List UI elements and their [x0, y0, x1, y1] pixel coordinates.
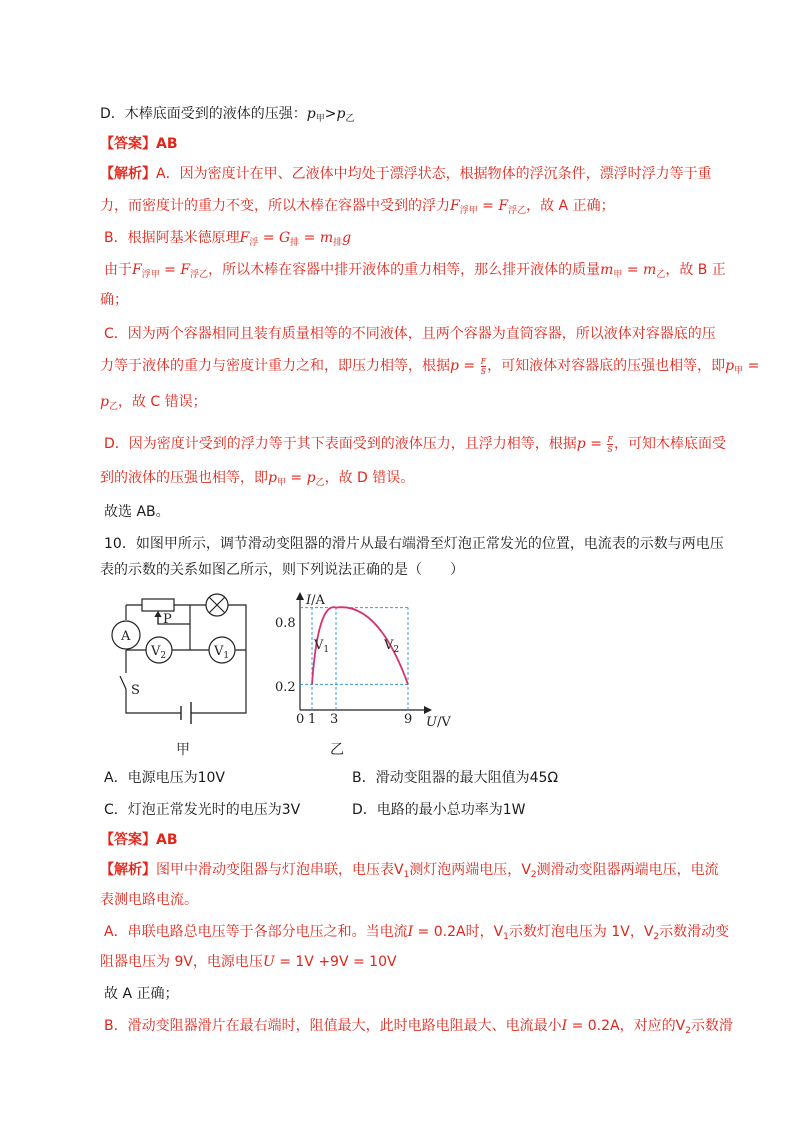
- q10-option-c: C．灯泡正常发光时的电压为3V: [104, 802, 301, 818]
- q10-analysis-a3: 故 A 正确；: [104, 986, 179, 1002]
- x-axis-label: U/V: [426, 715, 451, 730]
- xtick-9: 9: [404, 712, 413, 727]
- series-label-v2: $V_2$: [384, 638, 400, 655]
- slider-arrow: [155, 612, 161, 624]
- battery-symbol: [181, 702, 191, 724]
- q9-answer: 【答案】AB: [100, 136, 178, 152]
- q10-option-b: B．滑动变阻器的最大阻值为45Ω: [352, 770, 559, 786]
- q10-stem-2: 表的示数的关系如图乙所示，则下列说法正确的是（ ）: [100, 562, 464, 578]
- prev-option-d-text: D．木棒底面受到的液体的压强：: [100, 106, 307, 122]
- x-axis-arrow: [424, 706, 432, 714]
- xtick-0: 0: [296, 712, 305, 727]
- q9-analysis-b3: 确；: [100, 292, 128, 308]
- graph-dynamic-layer: [300, 607, 408, 710]
- rheostat-symbol: [142, 599, 174, 611]
- slider-label: P: [163, 612, 172, 627]
- q9-conclusion: 故选 AB。: [104, 504, 170, 520]
- q9-analysis-d2: 到的液体的压强也相等，即$p_甲 = p_乙$，故 D 错误。: [100, 470, 415, 488]
- xtick-1: 1: [308, 712, 317, 727]
- q9-analysis-d1: D．因为密度计受到的浮力等于其下表面受到的液体压力，且浮力相等，根据p = $\frac{F}{S}$ ，可知木棒底面受: [104, 434, 726, 454]
- q9-analysis-a2: 力，而密度计的重力不变，所以木棒在容器中受到的浮力$F_{浮甲} = F_{浮乙}$，故 A 正确；: [100, 198, 615, 216]
- q10-figure: [100, 586, 480, 762]
- q10-option-d: D．电路的最小总功率为1W: [352, 802, 526, 818]
- xtick-3: 3: [330, 712, 339, 727]
- q10-answer: 【答案】AB: [100, 832, 178, 848]
- v2-label: $V_2$: [151, 644, 167, 661]
- q9-analysis-b1: B．根据阿基米德原理$F_浮 = G_排 = m_排g$: [104, 230, 352, 248]
- q10-figure-svg: [100, 586, 480, 758]
- q10-option-a: A．电源电压为10V: [104, 770, 225, 786]
- v1-label: $V_1$: [214, 644, 230, 661]
- ytick-high: 0.8: [275, 616, 296, 631]
- ytick-low: 0.2: [275, 680, 296, 695]
- prev-option-d: D．木棒底面受到的液体的压强：$p_甲>p_乙$: [100, 106, 355, 124]
- circuit-caption: 甲: [176, 742, 190, 758]
- fraction-f-over-s: $\frac{F}{S}$: [480, 356, 487, 376]
- q9-analysis-b2: 由于$F_{浮甲} = F_{浮乙}$，所以木棒在容器中排开液体的重力相等，那么排开液体的质量$m_甲 = m_乙$，故 B 正: [104, 262, 726, 280]
- q10-analysis-a2: 阻器电压为 9V，电源电压U = 1V +9V = 10V: [100, 954, 397, 970]
- q10-analysis-b1: B．滑动变阻器滑片在最右端时，阻值最大，此时电路电阻最大、电流最小I = 0.2A，对应的$V_2$示数滑: [104, 1018, 733, 1036]
- y-axis-label: I/A: [306, 593, 325, 608]
- fraction-f-over-s-2: $\frac{F}{S}$: [607, 434, 613, 454]
- q9-analysis-c3: $p_乙$，故 C 错误；: [100, 394, 207, 412]
- y-axis-arrow: [296, 592, 304, 600]
- q9-analysis-a1: 【解析】A．因为密度计在甲、乙液体中均处于漂浮状态，根据物体的浮沉条件，漂浮时浮力等于重: [100, 166, 712, 182]
- q9-analysis-c1: C．因为两个容器相同且装有质量相等的不同液体，且两个容器为直筒容器，所以液体对容器底的压: [104, 326, 716, 342]
- ammeter-label: A: [121, 629, 131, 644]
- iu-graph: [275, 592, 451, 758]
- switch-label: S: [131, 683, 140, 698]
- q10-analysis-1: 【解析】图甲中滑动变阻器与灯泡串联，电压表$V_1$测灯泡两端电压，$V_2$测滑动变阻器两端电压，电流: [100, 862, 719, 880]
- q10-stem-1: 10．如图甲所示，调节滑动变阻器的滑片从最右端滑至灯泡正常发光的位置，电流表的示数与两电压: [104, 536, 724, 552]
- q10-analysis-2: 表测电路电流。: [100, 892, 198, 908]
- series-label-v1: $V_1$: [314, 638, 330, 655]
- graph-caption: 乙: [330, 742, 344, 758]
- q9-analysis-c2: 力等于液体的重力与密度计重力之和，即压力相等，根据p = $\frac{F}{S}$ ，可知液体对容器底的压强也相等，即$p_甲$ =: [100, 356, 760, 376]
- q10-analysis-a1: A．串联电路总电压等于各部分电压之和。当电流I = 0.2A时，$V_1$示数灯泡电压为 1V，$V_2$示数滑动变: [104, 924, 730, 942]
